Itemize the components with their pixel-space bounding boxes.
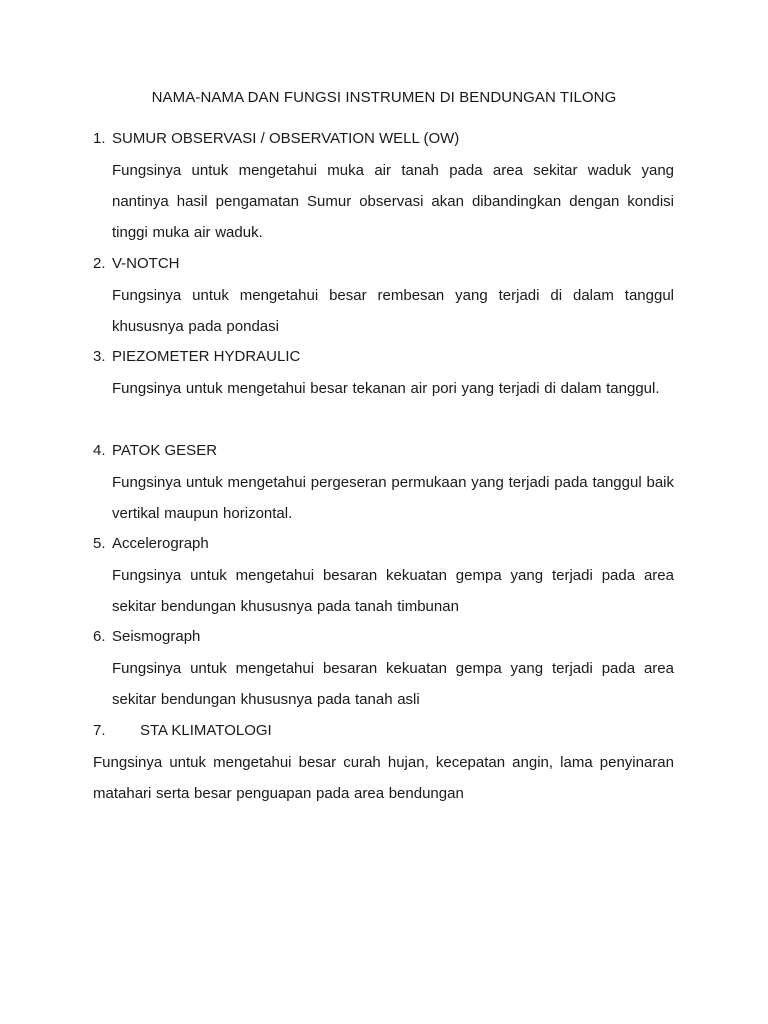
- item-number: 4.: [93, 442, 106, 459]
- item-heading-v-notch: [93, 255, 180, 272]
- item-description-sta-klimatologi: Fungsinya untuk mengetahui besar curah hujan, kecepatan angin, lama penyinaran matahari serta besar penguapan pada area bendungan: [93, 754, 674, 803]
- item-number: 1.: [93, 130, 106, 147]
- document-title: NAMA-NAMA DAN FUNGSI INSTRUMEN DI BENDUNGAN TILONG: [151, 89, 617, 106]
- item-description-v-notch: Fungsinya untuk mengetahui besar rembesan yang terjadi di dalam tanggul khususnya pada pondasi: [112, 287, 674, 336]
- item-title: Accelerograph: [112, 535, 209, 552]
- item-description-sumur-observasi: Fungsinya untuk mengetahui muka air tanah pada area sekitar waduk yang nantinya hasil pengamatan Sumur observasi akan dibandingkan dengan kondisi tinggi muka air waduk.: [112, 162, 674, 242]
- item-description-seismograph: Fungsinya untuk mengetahui besaran kekuatan gempa yang terjadi pada area sekitar bendungan khususnya pada tanah asli: [112, 660, 674, 709]
- item-heading-sta-klimatologi: [93, 722, 272, 739]
- item-heading-seismograph: [93, 628, 200, 645]
- item-description-accelerograph: Fungsinya untuk mengetahui besaran kekuatan gempa yang terjadi pada area sekitar bendungan khususnya pada tanah timbunan: [112, 567, 674, 616]
- item-title: STA KLIMATOLOGI: [140, 722, 272, 739]
- item-title: Seismograph: [112, 628, 201, 645]
- item-number: 3.: [93, 348, 106, 365]
- item-heading-piezometer-hydraulic: [93, 348, 300, 365]
- item-description-piezometer-hydraulic: Fungsinya untuk mengetahui besar tekanan air pori yang terjadi di dalam tanggul.: [112, 380, 660, 397]
- item-description-patok-geser: Fungsinya untuk mengetahui pergeseran permukaan yang terjadi pada tanggul baik vertikal maupun horizontal.: [112, 474, 674, 523]
- item-number: 5.: [93, 535, 106, 552]
- item-title: SUMUR OBSERVASI / OBSERVATION WELL (OW): [112, 130, 460, 147]
- item-heading-accelerograph: [93, 535, 209, 552]
- item-title: V-NOTCH: [112, 255, 180, 272]
- item-number: 2.: [93, 255, 106, 272]
- item-number: 6.: [93, 628, 106, 645]
- item-title: PIEZOMETER HYDRAULIC: [112, 348, 301, 365]
- item-number: 7.: [93, 722, 106, 739]
- item-heading-patok-geser: [93, 442, 217, 459]
- item-title: PATOK GESER: [112, 442, 218, 459]
- item-heading-sumur-observasi: [93, 130, 459, 147]
